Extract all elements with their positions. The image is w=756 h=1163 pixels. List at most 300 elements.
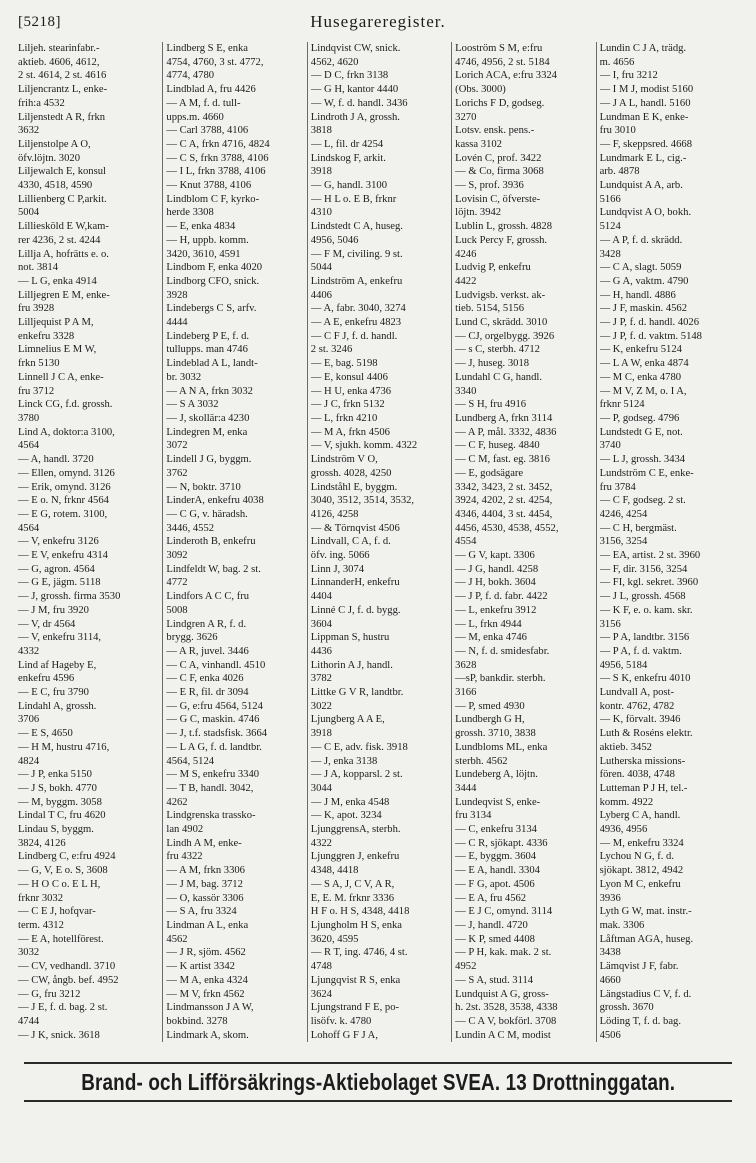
directory-entry: sterbh. 4562 bbox=[455, 755, 508, 767]
directory-entry: — E A, fru 4562 bbox=[455, 892, 527, 904]
directory-entry: Lundeqvist S, enke- bbox=[455, 796, 541, 808]
directory-entry: — J P, f. d. handl. 4026 bbox=[599, 317, 700, 329]
directory-entry: Lindståhl E, byggm. bbox=[310, 481, 398, 493]
directory-entry: — G, agron. 4564 bbox=[18, 563, 95, 575]
directory-entry: aktieb. 3452 bbox=[599, 741, 652, 753]
directory-entry: — C F, huseg. 4840 bbox=[455, 440, 540, 452]
directory-entry: — T B, handl. 3042, bbox=[166, 782, 254, 794]
directory-entry: h. 2st. 3528, 3538, 4338 bbox=[455, 1002, 558, 1014]
directory-entry: — M V, Z M, o. I A, bbox=[599, 385, 687, 397]
directory-entry: — J L, grossh. 4568 bbox=[599, 591, 686, 603]
directory-entry: Lundström C E, enke- bbox=[599, 467, 694, 479]
directory-entry: 4744 bbox=[18, 1015, 40, 1027]
directory-entry: Lundvall A, post- bbox=[599, 687, 675, 699]
directory-entry: — L G, enka 4914 bbox=[18, 275, 97, 287]
directory-entry: — E G, rotem. 3100, bbox=[18, 508, 108, 520]
directory-entry: — C A, slagt. 5059 bbox=[599, 262, 682, 274]
directory-entry: — Knut 3788, 4106 bbox=[166, 180, 252, 192]
directory-entry: — Erik, omynd. 3126 bbox=[18, 481, 111, 493]
directory-entry: — N, f. d. smidesfabr. bbox=[455, 645, 550, 657]
directory-entry: 3918 bbox=[310, 728, 332, 740]
directory-entry: Lyth G W, mat. instr.- bbox=[599, 906, 692, 918]
directory-entry: Lindfors A C C, fru bbox=[166, 591, 250, 603]
directory-entry: Lillienberg C P,arkit. bbox=[18, 193, 107, 205]
directory-entry: — E A, handl. 3304 bbox=[455, 865, 540, 877]
directory-entry: — A R, juvel. 3446 bbox=[166, 645, 249, 657]
directory-entry: Linderoth B, enkefru bbox=[166, 536, 256, 548]
directory-entry: — E, enka 4834 bbox=[166, 221, 236, 233]
directory-entry: — A E, enkefru 4823 bbox=[310, 317, 402, 329]
directory-entry: — R T, ing. 4746, 4 st. bbox=[310, 947, 408, 959]
directory-entry: — Ellen, omynd. 3126 bbox=[18, 467, 115, 479]
directory-entry: 4824 bbox=[18, 755, 40, 767]
directory-entry: Lindberg C, e:fru 4924 bbox=[18, 851, 116, 863]
directory-entry: — K, förvalt. 3946 bbox=[599, 714, 681, 726]
directory-entry: — C E, adv. fisk. 3918 bbox=[310, 741, 408, 753]
directory-entry: — E R, fil. dr 3094 bbox=[166, 687, 249, 699]
directory-entry: — CV, vedhandl. 3710 bbox=[18, 961, 116, 973]
directory-entry: — C A V, bokförl. 3708 bbox=[455, 1015, 557, 1027]
directory-entry: — A P, mål. 3332, 4836 bbox=[455, 426, 557, 438]
directory-entry: — I M J, modist 5160 bbox=[599, 84, 694, 96]
directory-entry: Lindgrenska trassko- bbox=[166, 810, 256, 822]
directory-entry: — S A, stud. 3114 bbox=[455, 974, 534, 986]
directory-entry: — & Törnqvist 4506 bbox=[310, 522, 400, 534]
directory-entry: — H M, hustru 4716, bbox=[18, 741, 110, 753]
directory-entry: Lindmark A, skom. bbox=[166, 1029, 249, 1041]
directory-entry: Ludvig P, enkefru bbox=[455, 262, 531, 274]
directory-entry: Lundqvist A O, bokh. bbox=[599, 207, 692, 219]
directory-entry: löjtn. 3942 bbox=[455, 207, 502, 219]
directory-entry: Lyberg C A, handl. bbox=[599, 810, 681, 822]
directory-entry: — C A, vinhandl. 4510 bbox=[166, 659, 266, 671]
directory-entry: — C G, v. häradsh. bbox=[166, 508, 248, 520]
directory-entry: upps.m. 4660 bbox=[166, 111, 224, 123]
directory-entry: 3156 bbox=[599, 618, 621, 630]
directory-entry: — F M, civiling. 9 st. bbox=[310, 248, 403, 260]
directory-entry: 4564, 5124 bbox=[166, 755, 215, 767]
directory-entry: — EA, artist. 2 st. 3960 bbox=[599, 550, 701, 562]
directory-entry: 4346, 4404, 3 st. 4454, bbox=[455, 508, 553, 520]
directory-entry: Lorichs F D, godseg. bbox=[455, 97, 545, 109]
directory-entry: Längstadius C V, f. d. bbox=[599, 988, 692, 1000]
directory-entry: grossh. 3710, 3838 bbox=[455, 728, 536, 740]
directory-entry: 4348, 4418 bbox=[310, 865, 359, 877]
directory-entry: 4422 bbox=[455, 275, 477, 287]
directory-entry: — V, enkefru 3114, bbox=[18, 632, 102, 644]
directory-entry: Lind af Hageby E, bbox=[18, 659, 97, 671]
directory-entry: Limnelius E M W, bbox=[18, 344, 97, 356]
directory-entry: 4936, 4956 bbox=[599, 824, 648, 836]
directory-entry: — J, handl. 4720 bbox=[455, 920, 528, 931]
directory-entry: — C E J, hofqvar- bbox=[18, 906, 96, 918]
directory-entry: 4956, 5184 bbox=[599, 659, 648, 671]
directory-entry: 4246 bbox=[455, 248, 477, 260]
directory-entry: 3270 bbox=[455, 111, 477, 123]
directory-entry: — C H, bergmäst. bbox=[599, 522, 677, 534]
directory-entry: 3092 bbox=[166, 550, 188, 562]
directory-entry: 3156, 3254 bbox=[599, 536, 648, 548]
directory-entry: — H, uppb. komm. bbox=[166, 234, 249, 246]
directory-entry: fru 3712 bbox=[18, 385, 55, 397]
directory-entry: 4660 bbox=[599, 974, 621, 986]
directory-entry: 4330, 4518, 4590 bbox=[18, 180, 93, 192]
directory-entry: 3166 bbox=[455, 687, 477, 699]
directory-entry: 5004 bbox=[18, 207, 40, 219]
directory-entry: Lorich ACA, e:fru 3324 bbox=[455, 70, 557, 82]
directory-entry: Lund C, skrädd. 3010 bbox=[455, 317, 548, 329]
directory-entry: grossh. 3670 bbox=[599, 1002, 654, 1014]
directory-entry: Lundeberg A, löjtn. bbox=[455, 769, 538, 781]
directory-entry: Lundstedt G E, not. bbox=[599, 426, 683, 438]
directory-entry: 3782 bbox=[310, 673, 332, 685]
directory-entry: — G V, kapt. 3306 bbox=[455, 550, 535, 562]
directory-entry: 4952 bbox=[455, 961, 477, 973]
directory-entry: — A, handl. 3720 bbox=[18, 454, 94, 466]
directory-entry: — M S, enkefru 3340 bbox=[166, 769, 260, 781]
directory-entry: Lundmark E L, cig.- bbox=[599, 152, 687, 164]
directory-entry: tullupps. man 4746 bbox=[166, 344, 248, 356]
directory-entry: — V, sjukh. komm. 4322 bbox=[310, 440, 418, 452]
directory-entry: — L J, grossh. 3434 bbox=[599, 454, 686, 466]
directory-entry: Lindeblad A L, landt- bbox=[166, 358, 258, 370]
directory-entry: enkefru 3328 bbox=[18, 330, 75, 342]
directory-entry: E, E. M. frknr 3336 bbox=[310, 892, 395, 904]
directory-entry: 4404 bbox=[310, 591, 332, 603]
directory-entry: Lindblad A, fru 4426 bbox=[166, 84, 256, 96]
directory-entry: — J, skollär:a 4230 bbox=[166, 412, 250, 424]
directory-entry: — P, godseg. 4796 bbox=[599, 412, 680, 424]
directory-entry: 4322 bbox=[310, 837, 332, 849]
directory-entry: — I L, frkn 3788, 4106 bbox=[166, 166, 266, 178]
directory-column-4 bbox=[451, 42, 595, 1042]
directory-entry: — M C, enka 4780 bbox=[599, 371, 682, 383]
directory-entry: Lundquist A G, gross- bbox=[455, 988, 549, 1000]
directory-entry: not. 3814 bbox=[18, 262, 59, 274]
directory-entry: — J P, f. d. fabr. 4422 bbox=[455, 591, 548, 603]
directory-entry: Lundquist A A, arb. bbox=[599, 180, 683, 192]
directory-entry: Liljeh. stearinfabr.- bbox=[18, 43, 100, 54]
directory-entry: — S H, fru 4916 bbox=[455, 399, 527, 411]
directory-entry: — F, dir. 3156, 3254 bbox=[599, 563, 688, 575]
directory-entry: — L, frkn 4210 bbox=[310, 412, 378, 424]
directory-entry: 5044 bbox=[310, 262, 332, 274]
directory-entry: arb. 4878 bbox=[599, 166, 640, 178]
directory-entry: Lotsv. ensk. pens.- bbox=[455, 125, 535, 137]
directory-entry: — M, byggm. 3058 bbox=[18, 796, 102, 808]
directory-entry: — G, handl. 3100 bbox=[310, 180, 387, 192]
directory-entry: — P A, f. d. vaktm. bbox=[599, 645, 682, 657]
directory-entry: — L, fil. dr 4254 bbox=[310, 138, 384, 150]
directory-entry: 3624 bbox=[310, 988, 332, 1000]
directory-column-3 bbox=[307, 42, 451, 1042]
directory-entry: Lindau S, byggm. bbox=[18, 824, 94, 836]
directory-columns bbox=[18, 42, 740, 1042]
directory-entry: — J S, bokh. 4770 bbox=[18, 782, 97, 794]
directory-entry: komm. 4922 bbox=[599, 796, 654, 808]
directory-entry: Lindström V O, bbox=[310, 454, 378, 466]
directory-entry: 4436 bbox=[310, 645, 332, 657]
directory-entry: (Obs. 3000) bbox=[455, 84, 506, 96]
directory-entry: 3438 bbox=[599, 947, 621, 959]
directory-entry: Lindmansson J A W, bbox=[166, 1002, 254, 1014]
directory-entry: 3428 bbox=[599, 248, 621, 260]
directory-entry: sjökapt. 3812, 4942 bbox=[599, 865, 684, 877]
directory-entry: Luth & Roséns elektr. bbox=[599, 728, 693, 740]
directory-entry: 3072 bbox=[166, 440, 188, 452]
directory-entry: Lämqvist J F, fabr. bbox=[599, 961, 679, 973]
directory-entry: tieb. 5154, 5156 bbox=[455, 303, 525, 315]
directory-entry: Liljenstedt A R, frkn bbox=[18, 111, 106, 123]
directory-entry: herde 3308 bbox=[166, 207, 214, 219]
directory-entry: 2 st. 4614, 2 st. 4616 bbox=[18, 70, 107, 82]
directory-entry: 3040, 3512, 3514, 3532, bbox=[310, 495, 415, 507]
directory-entry: Lindborg CFO, snick. bbox=[166, 275, 260, 287]
directory-entry: Ludvigsb. verkst. ak- bbox=[455, 289, 546, 301]
directory-entry: 4772 bbox=[166, 577, 188, 589]
directory-entry: —sP, bankdir. sterbh. bbox=[455, 673, 546, 685]
directory-entry: 3340 bbox=[455, 385, 477, 397]
directory-entry: 3928 bbox=[166, 289, 188, 301]
directory-entry: — P A, landtbr. 3156 bbox=[599, 632, 690, 644]
directory-entry: — G, e:fru 4564, 5124 bbox=[166, 700, 263, 712]
directory-entry: Lyon M C, enkefru bbox=[599, 878, 681, 890]
directory-entry: — A, fabr. 3040, 3274 bbox=[310, 303, 406, 315]
directory-entry: 4774, 4780 bbox=[166, 70, 215, 82]
directory-entry: LjunggrensA, sterbh. bbox=[310, 824, 401, 836]
directory-entry: fören. 4038, 4748 bbox=[599, 769, 675, 781]
directory-entry: Linné C J, f. d. bygg. bbox=[310, 604, 401, 616]
directory-entry: 3936 bbox=[599, 892, 621, 904]
directory-entry: 4332 bbox=[18, 645, 40, 657]
directory-entry: 4562 bbox=[166, 933, 188, 945]
directory-entry: 5124 bbox=[599, 221, 621, 233]
directory-entry: 4554 bbox=[455, 536, 477, 548]
directory-entry: 4564 bbox=[18, 440, 40, 452]
directory-entry: 4754, 4760, 3 st. 4772, bbox=[166, 56, 264, 68]
directory-entry: — F, skeppsred. 4668 bbox=[599, 138, 692, 150]
directory-entry: Lindström A, enkefru bbox=[310, 275, 403, 287]
directory-entry: Lindblom C F, kyrko- bbox=[166, 193, 260, 205]
directory-entry: Lovén C, prof. 3422 bbox=[455, 152, 542, 164]
directory-entry: 4748 bbox=[310, 961, 332, 973]
directory-entry: Lindegren M, enka bbox=[166, 426, 248, 438]
directory-column-5 bbox=[596, 42, 740, 1042]
directory-entry: — M A, frkn 4506 bbox=[310, 426, 390, 438]
directory-entry: — J A, kopparsl. 2 st. bbox=[310, 769, 403, 781]
directory-entry: Lychou N G, f. d. bbox=[599, 851, 675, 863]
directory-entry: — K artist 3342 bbox=[166, 961, 235, 973]
directory-entry: 3706 bbox=[18, 714, 40, 726]
directory-entry: Lindgren A R, f. d. bbox=[166, 618, 247, 630]
directory-entry: — CW, ångb. bef. 4952 bbox=[18, 974, 119, 986]
directory-entry: Lindal T C, fru 4620 bbox=[18, 810, 106, 822]
directory-entry: — S A 3032 bbox=[166, 399, 219, 411]
directory-entry: Löding T, f. d. bag. bbox=[599, 1015, 681, 1027]
running-title: Husegareregister. bbox=[310, 12, 446, 31]
directory-entry: öfv. ing. 5066 bbox=[310, 550, 370, 562]
directory-entry: 4956, 5046 bbox=[310, 234, 359, 246]
directory-entry: Ljungqvist R S, enka bbox=[310, 974, 401, 986]
directory-entry: 4262 bbox=[166, 796, 188, 808]
directory-entry: frknr 3032 bbox=[18, 892, 64, 904]
directory-entry: 3780 bbox=[18, 412, 40, 424]
directory-entry: — J K, snick. 3618 bbox=[18, 1029, 100, 1041]
directory-entry: H F o. H S, 4348, 4418 bbox=[310, 906, 410, 918]
directory-entry: Littke G V R, landtbr. bbox=[310, 687, 404, 699]
directory-entry: Ljunggren J, enkefru bbox=[310, 851, 400, 863]
directory-entry: Luck Percy F, grossh. bbox=[455, 234, 548, 246]
directory-entry: — E A, hotellförest. bbox=[18, 933, 104, 945]
directory-entry: Lundman E K, enke- bbox=[599, 111, 689, 123]
directory-entry: Lindman A L, enka bbox=[166, 920, 249, 931]
directory-entry: — M V, frkn 4562 bbox=[166, 988, 245, 1000]
directory-entry: frknr 5124 bbox=[599, 399, 645, 411]
directory-entry: — H, handl. 4886 bbox=[599, 289, 676, 301]
directory-entry: enkefru 4596 bbox=[18, 673, 75, 685]
directory-entry: öfv.löjtn. 3020 bbox=[18, 152, 80, 164]
directory-column-1 bbox=[18, 42, 162, 1042]
directory-entry: Lindeberg P E, f. d. bbox=[166, 330, 250, 342]
directory-entry: 3044 bbox=[310, 782, 332, 794]
directory-entry: 4406 bbox=[310, 289, 332, 301]
directory-entry: 3032 bbox=[18, 947, 40, 959]
directory-entry: Lundahl C G, handl. bbox=[455, 371, 542, 383]
directory-entry: Lundin C J A, trädg. bbox=[599, 43, 687, 54]
directory-entry: Lundbloms ML, enka bbox=[455, 741, 548, 753]
advertisement-text: Brand- och Lifförsäkrings-Aktiebolaget SVEA. 13 Drottninggatan. bbox=[80, 1068, 676, 1095]
directory-entry: — J, grossh. firma 3530 bbox=[18, 591, 121, 603]
advertisement-banner bbox=[24, 1062, 732, 1102]
directory-entry: — M, enka 4746 bbox=[455, 632, 527, 644]
directory-entry: — G E, jägm. 5118 bbox=[18, 577, 101, 589]
directory-entry: 3444 bbox=[455, 782, 477, 794]
directory-entry: — G, V, E o. S, 3608 bbox=[18, 865, 108, 877]
directory-entry: — K P, smed 4408 bbox=[455, 933, 535, 945]
directory-entry: — S K, enkefru 4010 bbox=[599, 673, 691, 685]
directory-entry: 2 st. 3246 bbox=[310, 344, 353, 356]
directory-entry: Linn J, 3074 bbox=[310, 563, 365, 575]
directory-entry: — Carl 3788, 4106 bbox=[166, 125, 249, 137]
directory-entry: — E, byggm. 3604 bbox=[455, 851, 537, 863]
directory-entry: Looström S M, e:fru bbox=[455, 43, 543, 54]
directory-entry: — E, bag. 5198 bbox=[310, 358, 378, 370]
directory-entry: — C F, godseg. 2 st. bbox=[599, 495, 686, 507]
page-header bbox=[18, 8, 738, 36]
directory-entry: — I, fru 3212 bbox=[599, 70, 658, 82]
directory-entry: 3342, 3423, 2 st. 3452, bbox=[455, 481, 553, 493]
directory-entry: — E V, enkefru 4314 bbox=[18, 550, 108, 562]
directory-entry: — S A, J, C V, A R, bbox=[310, 878, 395, 890]
directory-entry: — O, kassör 3306 bbox=[166, 892, 244, 904]
directory-entry: Lindahl A, grossh. bbox=[18, 700, 97, 712]
directory-entry: 4564 bbox=[18, 522, 40, 534]
directory-entry: — J, enka 3138 bbox=[310, 755, 378, 767]
directory-entry: Ljungholm H S, enka bbox=[310, 920, 402, 931]
directory-entry: Ljungberg A A E, bbox=[310, 714, 385, 726]
directory-entry: Lindskog F, arkit. bbox=[310, 152, 386, 164]
directory-entry: mak. 3306 bbox=[599, 920, 645, 931]
directory-entry: aktieb. 4606, 4612, bbox=[18, 56, 100, 68]
directory-entry: — C, enkefru 3134 bbox=[455, 824, 537, 836]
directory-entry: frkn 5130 bbox=[18, 358, 60, 370]
directory-entry: Lindstedt C A, huseg. bbox=[310, 221, 403, 233]
directory-entry: lan 4902 bbox=[166, 824, 204, 836]
directory-entry: Lindvall, C A, f. d. bbox=[310, 536, 391, 548]
directory-entry: 4506 bbox=[599, 1029, 621, 1041]
directory-entry: — CJ, orgelbygg. 3926 bbox=[455, 330, 555, 342]
page-number: [5218] bbox=[18, 14, 61, 30]
directory-entry: — J R, sjöm. 4562 bbox=[166, 947, 246, 959]
directory-entry: — C A, frkn 4716, 4824 bbox=[166, 138, 270, 150]
directory-entry: — G C, maskin. 4746 bbox=[166, 714, 260, 726]
directory-entry: Liljewalch E, konsul bbox=[18, 166, 106, 178]
directory-entry: 4456, 4530, 4538, 4552, bbox=[455, 522, 559, 534]
directory-entry: — J A L, handl. 5160 bbox=[599, 97, 691, 109]
directory-entry: — P H, kak. mak. 2 st. bbox=[455, 947, 552, 959]
directory-entry: LinderA, enkefru 4038 bbox=[166, 495, 264, 507]
directory-entry: Lutteman P J H, tel.- bbox=[599, 782, 688, 794]
directory-entry: Lilljequist P A M, bbox=[18, 317, 94, 329]
directory-entry: Lindell J G, byggm. bbox=[166, 454, 252, 466]
directory-entry: Lindebergs C S, arfv. bbox=[166, 303, 257, 315]
directory-entry: — J M, fru 3920 bbox=[18, 604, 89, 616]
directory-entry: Lindberg S E, enka bbox=[166, 43, 248, 54]
directory-entry: 3924, 4202, 2 st. 4254, bbox=[455, 495, 553, 507]
directory-entry: — C F, enka 4026 bbox=[166, 673, 244, 685]
directory-entry: — FI, kgl. sekret. 3960 bbox=[599, 577, 699, 589]
directory-entry: Lutherska missions- bbox=[599, 755, 686, 767]
directory-entry: Lilliesköld E W,kam- bbox=[18, 221, 109, 233]
directory-entry: — V, dr 4564 bbox=[18, 618, 76, 630]
directory-entry: — J F, maskin. 4562 bbox=[599, 303, 688, 315]
directory-entry: Lindh A M, enke- bbox=[166, 837, 242, 849]
directory-entry: 3620, 4595 bbox=[310, 933, 359, 945]
directory-entry: — M A, enka 4324 bbox=[166, 974, 248, 986]
directory-entry: — M, enkefru 3324 bbox=[599, 837, 684, 849]
directory-entry: Ljungstrand F E, po- bbox=[310, 1002, 400, 1014]
directory-entry: — D C, frkn 3138 bbox=[310, 70, 389, 82]
directory-entry: — V, enkefru 3126 bbox=[18, 536, 99, 548]
directory-entry: — J M, enka 4548 bbox=[310, 796, 390, 808]
directory-entry: — C M, fast. eg. 3816 bbox=[455, 454, 550, 466]
directory-entry: — E, godsägare bbox=[455, 467, 524, 479]
directory-entry: rer 4236, 2 st. 4244 bbox=[18, 234, 101, 246]
directory-entry: — H O C o. E L H, bbox=[18, 878, 101, 890]
directory-entry: Linck CG, f.d. grossh. bbox=[18, 399, 113, 411]
directory-entry: — & Co, firma 3068 bbox=[455, 166, 544, 178]
directory-entry: Lundberg A, frkn 3114 bbox=[455, 412, 553, 424]
directory-entry: Liljenstolpe A O, bbox=[18, 138, 91, 150]
directory-entry: Lindqvist CW, snick. bbox=[310, 43, 401, 54]
directory-entry: 3918 bbox=[310, 166, 332, 178]
directory-entry: kassa 3102 bbox=[455, 138, 502, 150]
directory-entry: — K, apot. 3234 bbox=[310, 810, 382, 822]
directory-entry: 3824, 4126 bbox=[18, 837, 66, 849]
directory-entry: term. 4312 bbox=[18, 920, 64, 931]
directory-entry: fru 3134 bbox=[455, 810, 492, 822]
directory-entry: — L A W, enka 4874 bbox=[599, 358, 689, 370]
directory-entry: Lindroth J A, grossh. bbox=[310, 111, 400, 123]
directory-entry: Lippman S, hustru bbox=[310, 632, 390, 644]
directory-entry: 3762 bbox=[166, 467, 188, 479]
directory-entry: — L, frkn 4944 bbox=[455, 618, 522, 630]
directory-entry: Lundin A C M, modist bbox=[455, 1029, 551, 1041]
directory-entry: LinnanderH, enkefru bbox=[310, 577, 400, 589]
directory-entry: fru 3928 bbox=[18, 303, 55, 315]
directory-entry: br. 3032 bbox=[166, 371, 202, 383]
directory-entry: — E J C, omynd. 3114 bbox=[455, 906, 553, 918]
